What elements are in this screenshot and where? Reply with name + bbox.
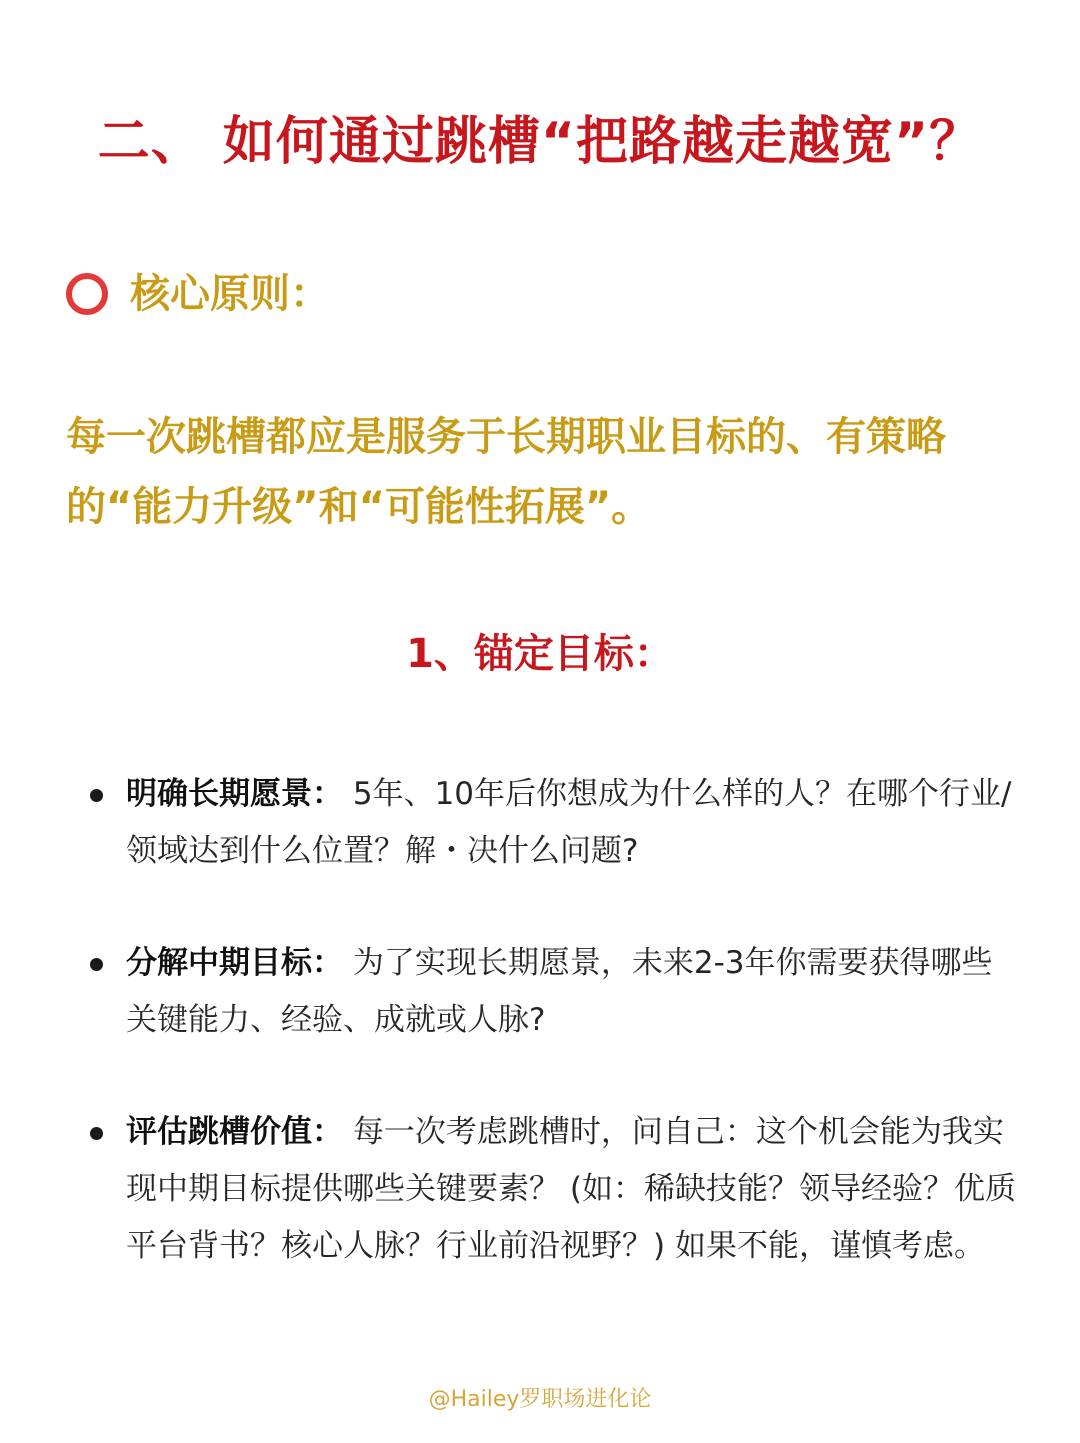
principle-label: 核心原则： xyxy=(130,271,330,317)
bullet-text: 每一次考虑跳槽时，问自己：这个机会能为我实现中期目标提供哪些关键要素？ (如：稀缺技能？领导经验？优质平台背书？核心人脉？行业前沿视野？) 如果不能，谨慎考虑。 xyxy=(126,1114,1016,1264)
bullet-body xyxy=(126,766,1016,880)
bullet-term: 评估跳槽价值： xyxy=(126,1114,343,1150)
author-watermark: @Hailey罗职场进化论 xyxy=(428,1387,652,1412)
bullet-body xyxy=(126,1104,1016,1275)
bullet-body xyxy=(126,935,1016,1049)
bullet-text: 为了实现长期愿景，未来2-3年你需要获得哪些关键能力、经验、成就或人脉? xyxy=(126,945,993,1038)
bullet-text: 5年、10年后你想成为什么样的人？在哪个行业/领域达到什么位置？解・决什么问题? xyxy=(126,776,1012,869)
bullet-dot-icon xyxy=(90,958,103,971)
bullet-dot-icon xyxy=(90,789,103,802)
bullet-term: 分解中期目标： xyxy=(126,945,343,981)
principle-header xyxy=(66,264,330,324)
circle-icon xyxy=(66,273,108,315)
section-title: 1、锚定目标： xyxy=(406,631,674,677)
page-title: 二、 如何通过跳槽“把路越走越宽”？ xyxy=(97,112,983,172)
bullet-term: 明确长期愿景： xyxy=(126,776,343,812)
bullet-dot-icon xyxy=(90,1127,103,1140)
principle-text: 每一次跳槽都应是服务于长期职业目标的、有策略的“能力升级”和“可能性拓展”。 xyxy=(66,414,946,530)
